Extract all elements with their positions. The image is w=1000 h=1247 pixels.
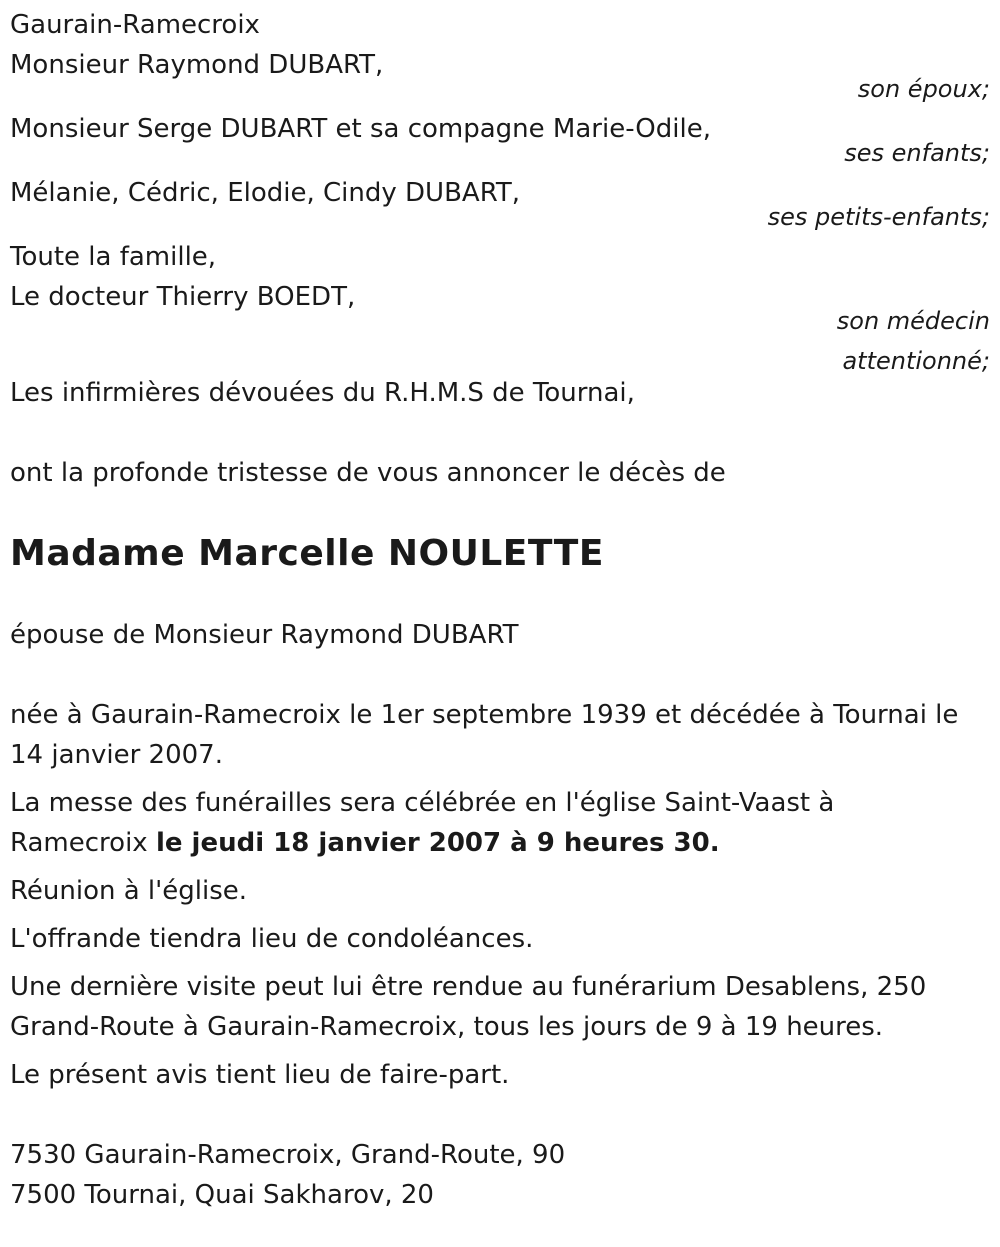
place-line: Gaurain-Ramecroix	[10, 10, 260, 40]
children-role: ses enfants;	[844, 139, 990, 167]
address-line: 7500 Tournai, Quai Sakharov, 20	[10, 1180, 434, 1210]
doctor-line: Le docteur Thierry BOEDT,	[10, 282, 356, 312]
visit-line1: Une dernière visite peut lui être rendue au funérarium Desablens, 250	[10, 972, 927, 1002]
spacer	[10, 863, 990, 871]
obituary-notice	[10, 5, 990, 1215]
spouse-of-line: épouse de Monsieur Raymond DUBART	[10, 620, 519, 650]
spouse-role: son époux;	[857, 75, 990, 103]
meeting-line: Réunion à l'église.	[10, 876, 248, 906]
birth-death-line2: 14 janvier 2007.	[10, 740, 223, 770]
nurses-line: Les infirmières dévouées du R.H.M.S de Tournai,	[10, 378, 635, 408]
children-line: Monsieur Serge DUBART et sa compagne Marie-Odile,	[10, 114, 711, 144]
grandchildren-line: Mélanie, Cédric, Elodie, Cindy DUBART,	[10, 178, 521, 208]
mass-date-time: le jeudi 18 janvier 2007 à 9 heures 30.	[155, 828, 720, 858]
spacer	[10, 775, 990, 783]
doctor-role-line2: attentionné;	[842, 347, 990, 375]
visit-line2: Grand-Route à Gaurain-Ramecroix, tous les jours de 9 à 19 heures.	[10, 1012, 884, 1042]
whole-family-line: Toute la famille,	[10, 242, 217, 272]
offering-line: L'offrande tiendra lieu de condoléances.	[10, 924, 534, 954]
spacer	[10, 1095, 990, 1135]
mass-line1: La messe des funérailles sera célébrée en l'église Saint-Vaast à	[10, 788, 835, 818]
grandchildren-role: ses petits-enfants;	[767, 203, 990, 231]
address-line: 7530 Gaurain-Ramecroix, Grand-Route, 90	[10, 1140, 566, 1170]
spacer	[10, 1047, 990, 1055]
deceased-name: Madame Marcelle NOULETTE	[10, 533, 604, 574]
notice-line: Le présent avis tient lieu de faire-part.	[10, 1060, 510, 1090]
spacer	[10, 959, 990, 967]
doctor-role-line1: son médecin	[836, 307, 990, 335]
birth-death-line1: née à Gaurain-Ramecroix le 1er septembre 1939 et décédée à Tournai le	[10, 700, 959, 730]
spacer	[10, 579, 990, 615]
mass-line2	[10, 823, 990, 863]
spacer	[10, 911, 990, 919]
spouse-line: Monsieur Raymond DUBART,	[10, 50, 384, 80]
spacer	[10, 493, 990, 529]
spacer	[10, 413, 990, 453]
announcement-line: ont la profonde tristesse de vous annoncer le décès de	[10, 458, 726, 488]
spacer	[10, 655, 990, 695]
mass-line2-prefix: Ramecroix	[10, 828, 156, 858]
